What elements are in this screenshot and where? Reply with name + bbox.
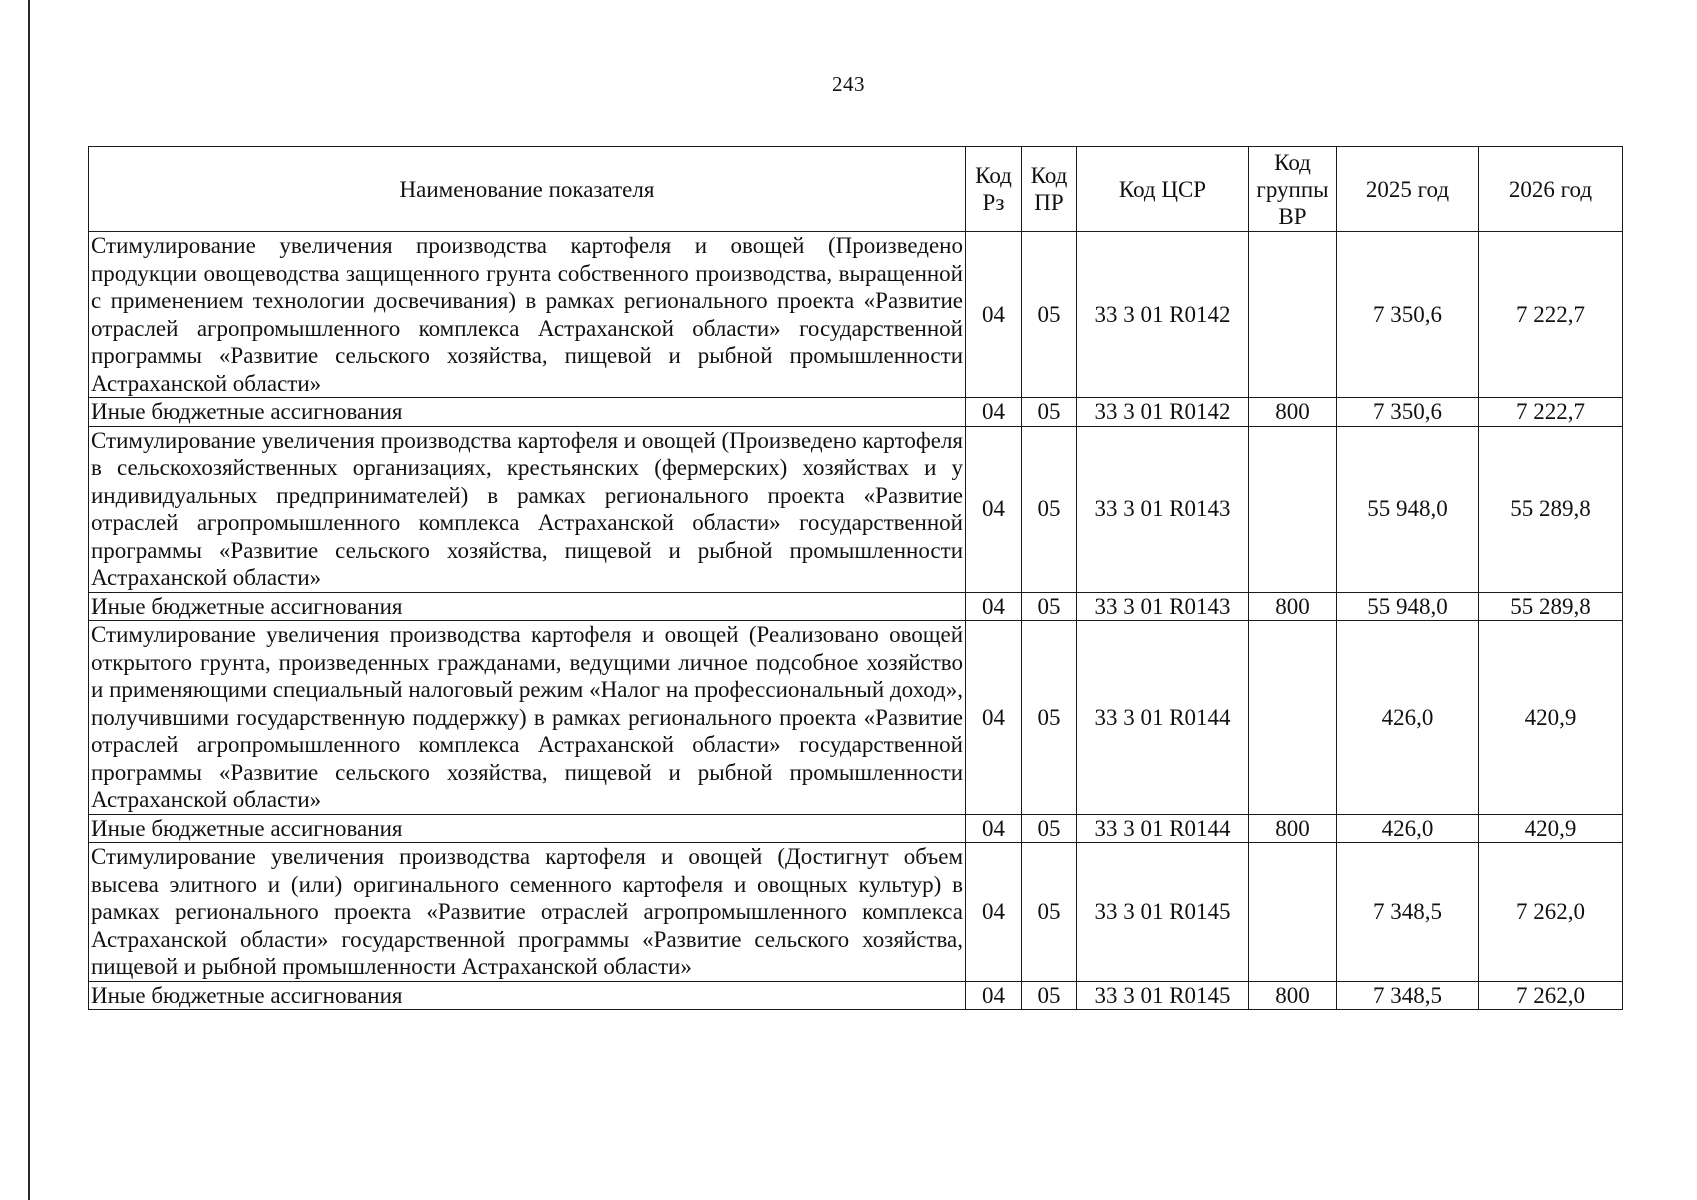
- row-code-vr: [1249, 621, 1337, 815]
- table-row: [89, 592, 1623, 621]
- row-value-2025: 7 348,5: [1337, 843, 1479, 982]
- row-code-pr: 05: [1022, 981, 1077, 1010]
- row-code-csr: 33 3 01 R0142: [1077, 398, 1249, 427]
- row-code-rz: 04: [966, 981, 1022, 1010]
- header-code-vr: Код группы ВР: [1249, 147, 1337, 232]
- left-margin-rule: [28, 0, 30, 1200]
- table-row: [89, 814, 1623, 843]
- header-row: [89, 147, 1623, 232]
- row-code-csr: 33 3 01 R0143: [1077, 592, 1249, 621]
- row-code-vr: 800: [1249, 981, 1337, 1010]
- header-year-2025: 2025 год: [1337, 147, 1479, 232]
- row-value-2026: 55 289,8: [1479, 592, 1623, 621]
- row-name: Стимулирование увеличения производства картофеля и овощей (Произведено продукции овощеводства защищенного грунта собственного производства, выращенной с применением технологии досвечивания) в рамках регионального проекта «Развитие отраслей агропромышленного комплекса Астраханской области» государственной программы «Развитие сельского хозяйства, пищевой и рыбной промышленности Астраханской области»: [89, 232, 966, 398]
- table-row: [89, 981, 1623, 1010]
- header-year-2026: 2026 год: [1479, 147, 1623, 232]
- row-code-csr: 33 3 01 R0145: [1077, 843, 1249, 982]
- table-header: [89, 147, 1623, 232]
- table-row: [89, 398, 1623, 427]
- row-value-2026: 420,9: [1479, 621, 1623, 815]
- row-code-rz: 04: [966, 232, 1022, 398]
- row-code-pr: 05: [1022, 814, 1077, 843]
- row-value-2026: 7 262,0: [1479, 843, 1623, 982]
- header-name: Наименование показателя: [89, 147, 966, 232]
- row-value-2026: 7 262,0: [1479, 981, 1623, 1010]
- row-name: Иные бюджетные ассигнования: [89, 398, 966, 427]
- row-code-vr: 800: [1249, 398, 1337, 427]
- header-code-rz: Код Рз: [966, 147, 1022, 232]
- row-name: Иные бюджетные ассигнования: [89, 981, 966, 1010]
- page-number: 243: [832, 72, 865, 96]
- row-value-2025: 7 350,6: [1337, 232, 1479, 398]
- table-row: [89, 426, 1623, 592]
- row-code-csr: 33 3 01 R0143: [1077, 426, 1249, 592]
- row-code-vr: [1249, 232, 1337, 398]
- row-code-pr: 05: [1022, 398, 1077, 427]
- row-value-2026: 7 222,7: [1479, 398, 1623, 427]
- row-value-2025: 426,0: [1337, 814, 1479, 843]
- row-code-rz: 04: [966, 814, 1022, 843]
- header-code-csr: Код ЦСР: [1077, 147, 1249, 232]
- row-value-2025: 55 948,0: [1337, 426, 1479, 592]
- row-code-pr: 05: [1022, 232, 1077, 398]
- table-row: [89, 621, 1623, 815]
- row-name: Стимулирование увеличения производства картофеля и овощей (Реализовано овощей открытого грунта, произведенных гражданами, ведущими личное подсобное хозяйство и применяющими специальный налоговый режим «Налог на профессиональный доход», получившими государственную поддержку) в рамках регионального проекта «Развитие отраслей агропромышленного комплекса Астраханской области» государственной программы «Развитие сельского хозяйства, пищевой и рыбной промышленности Астраханской области»: [89, 621, 966, 815]
- row-name: Стимулирование увеличения производства картофеля и овощей (Произведено картофеля в сельскохозяйственных организациях, крестьянских (фермерских) хозяйствах и у индивидуальных предпринимателей) в рамках регионального проекта «Развитие отраслей агропромышленного комплекса Астраханской области» государственной программы «Развитие сельского хозяйства, пищевой и рыбной промышленности Астраханской области»: [89, 426, 966, 592]
- row-code-vr: 800: [1249, 592, 1337, 621]
- row-name: Иные бюджетные ассигнования: [89, 814, 966, 843]
- row-value-2025: 7 350,6: [1337, 398, 1479, 427]
- row-code-csr: 33 3 01 R0142: [1077, 232, 1249, 398]
- table-row: [89, 232, 1623, 398]
- table-row: [89, 843, 1623, 982]
- row-value-2026: 55 289,8: [1479, 426, 1623, 592]
- row-code-pr: 05: [1022, 426, 1077, 592]
- row-code-rz: 04: [966, 843, 1022, 982]
- row-value-2025: 7 348,5: [1337, 981, 1479, 1010]
- row-code-rz: 04: [966, 398, 1022, 427]
- row-code-rz: 04: [966, 426, 1022, 592]
- row-code-pr: 05: [1022, 621, 1077, 815]
- row-code-vr: [1249, 426, 1337, 592]
- budget-table: [88, 146, 1623, 1010]
- row-name: Стимулирование увеличения производства картофеля и овощей (Достигнут объем высева элитного и (или) оригинального семенного картофеля и овощных культур) в рамках регионального проекта «Развитие отраслей агропромышленного комплекса Астраханской области» государственной программы «Развитие сельского хозяйства, пищевой и рыбной промышленности Астраханской области»: [89, 843, 966, 982]
- table-body: [89, 232, 1623, 1010]
- row-code-pr: 05: [1022, 843, 1077, 982]
- row-code-csr: 33 3 01 R0145: [1077, 981, 1249, 1010]
- row-code-pr: 05: [1022, 592, 1077, 621]
- row-value-2026: 7 222,7: [1479, 232, 1623, 398]
- row-name: Иные бюджетные ассигнования: [89, 592, 966, 621]
- row-code-csr: 33 3 01 R0144: [1077, 621, 1249, 815]
- row-value-2025: 55 948,0: [1337, 592, 1479, 621]
- row-value-2026: 420,9: [1479, 814, 1623, 843]
- row-code-vr: 800: [1249, 814, 1337, 843]
- row-value-2025: 426,0: [1337, 621, 1479, 815]
- row-code-rz: 04: [966, 592, 1022, 621]
- row-code-rz: 04: [966, 621, 1022, 815]
- row-code-vr: [1249, 843, 1337, 982]
- header-code-pr: Код ПР: [1022, 147, 1077, 232]
- row-code-csr: 33 3 01 R0144: [1077, 814, 1249, 843]
